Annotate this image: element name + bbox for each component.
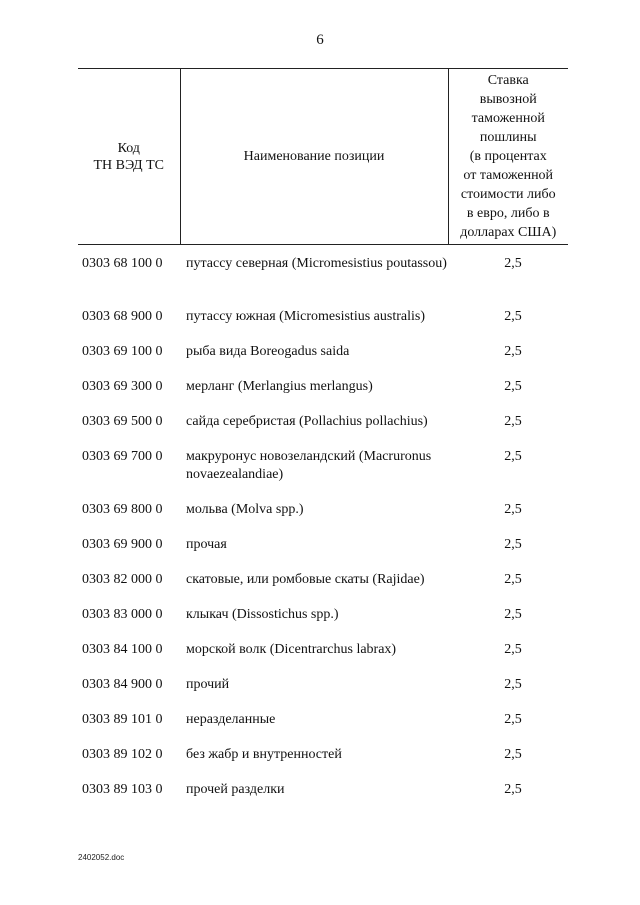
table-row bbox=[78, 781, 568, 816]
row-code: 0303 69 900 0 bbox=[82, 537, 163, 552]
row-code: 0303 84 100 0 bbox=[82, 642, 163, 657]
row-code: 0303 84 900 0 bbox=[82, 677, 163, 692]
header-rate-line: от таможенной bbox=[463, 168, 554, 183]
table-row bbox=[78, 245, 568, 309]
row-name: сайда серебристая (Pollachius pollachius) bbox=[186, 414, 428, 429]
header-rate-line: долларах США) bbox=[460, 225, 557, 240]
row-name: прочая bbox=[186, 537, 227, 552]
header-code bbox=[78, 69, 180, 245]
table-row bbox=[78, 413, 568, 448]
row-code: 0303 69 500 0 bbox=[82, 414, 163, 429]
header-rate-line: вывозной bbox=[479, 92, 537, 107]
table-row bbox=[78, 571, 568, 606]
row-name: прочей разделки bbox=[186, 782, 285, 797]
header-rate bbox=[448, 69, 568, 245]
row-code: 0303 89 101 0 bbox=[82, 712, 163, 727]
header-code-line2: ТН ВЭД ТС bbox=[93, 157, 164, 173]
row-rate: 2,5 bbox=[504, 309, 522, 324]
table-row bbox=[78, 746, 568, 781]
row-code: 0303 69 700 0 bbox=[82, 449, 163, 464]
page-number: 6 bbox=[316, 32, 324, 48]
row-code: 0303 69 100 0 bbox=[82, 344, 163, 359]
row-name: клыкач (Dissostichus spp.) bbox=[186, 607, 339, 622]
row-name: путассу северная (Micromesistius poutassou) bbox=[186, 256, 447, 271]
row-rate: 2,5 bbox=[504, 572, 522, 587]
table-row bbox=[78, 676, 568, 711]
header-rate-line: таможенной bbox=[471, 111, 545, 126]
table-row bbox=[78, 378, 568, 413]
row-rate: 2,5 bbox=[504, 379, 522, 394]
header-rate-line: пошлины bbox=[479, 130, 537, 145]
row-code: 0303 68 900 0 bbox=[82, 309, 163, 324]
row-code: 0303 83 000 0 bbox=[82, 607, 163, 622]
row-name: мерланг (Merlangius merlangus) bbox=[186, 379, 373, 394]
table-row bbox=[78, 308, 568, 343]
row-name: неразделанные bbox=[186, 712, 276, 727]
header-name: Наименование позиции bbox=[180, 69, 448, 245]
row-code: 0303 69 300 0 bbox=[82, 379, 163, 394]
table-row bbox=[78, 606, 568, 641]
row-rate: 2,5 bbox=[504, 414, 522, 429]
table-row bbox=[78, 641, 568, 676]
footer-document-ref: 2402052.doc bbox=[78, 853, 125, 862]
row-rate: 2,5 bbox=[504, 502, 522, 517]
row-code: 0303 68 100 0 bbox=[82, 256, 163, 271]
tariff-table bbox=[78, 68, 568, 816]
row-rate: 2,5 bbox=[504, 537, 522, 552]
row-name: путассу южная (Micromesistius australis) bbox=[186, 309, 425, 324]
table-row bbox=[78, 536, 568, 571]
row-rate: 2,5 bbox=[504, 607, 522, 622]
row-name: морской волк (Dicentrarchus labrax) bbox=[186, 642, 397, 657]
row-name: макруронус новозеландский (Macruronus novaezealandiae) bbox=[186, 449, 432, 482]
row-rate: 2,5 bbox=[504, 344, 522, 359]
row-rate: 2,5 bbox=[504, 449, 522, 464]
row-name: мольва (Molva spp.) bbox=[186, 502, 304, 517]
table-header bbox=[78, 69, 568, 245]
header-rate-line: (в процентах bbox=[469, 149, 547, 164]
row-code: 0303 89 102 0 bbox=[82, 747, 163, 762]
row-name: без жабр и внутренностей bbox=[186, 747, 342, 762]
table-row bbox=[78, 501, 568, 536]
row-name: прочий bbox=[186, 677, 230, 692]
table-body bbox=[78, 245, 568, 817]
row-rate: 2,5 bbox=[504, 782, 522, 797]
row-code: 0303 69 800 0 bbox=[82, 502, 163, 517]
row-code: 0303 89 103 0 bbox=[82, 782, 163, 797]
header-code-line1: Код bbox=[117, 140, 140, 156]
row-rate: 2,5 bbox=[504, 256, 522, 271]
table-row bbox=[78, 343, 568, 378]
table-row bbox=[78, 711, 568, 746]
header-rate-line: Ставка bbox=[487, 73, 529, 88]
row-rate: 2,5 bbox=[504, 642, 522, 657]
row-rate: 2,5 bbox=[504, 712, 522, 727]
row-name: скатовые, или ромбовые скаты (Rajidae) bbox=[186, 572, 425, 587]
header-rate-line: стоимости либо bbox=[460, 187, 556, 202]
header-rate-line: в евро, либо в bbox=[466, 206, 550, 221]
table-row bbox=[78, 448, 568, 501]
row-code: 0303 82 000 0 bbox=[82, 572, 163, 587]
row-name: рыба вида Boreogadus saida bbox=[186, 344, 350, 359]
row-rate: 2,5 bbox=[504, 677, 522, 692]
row-rate: 2,5 bbox=[504, 747, 522, 762]
